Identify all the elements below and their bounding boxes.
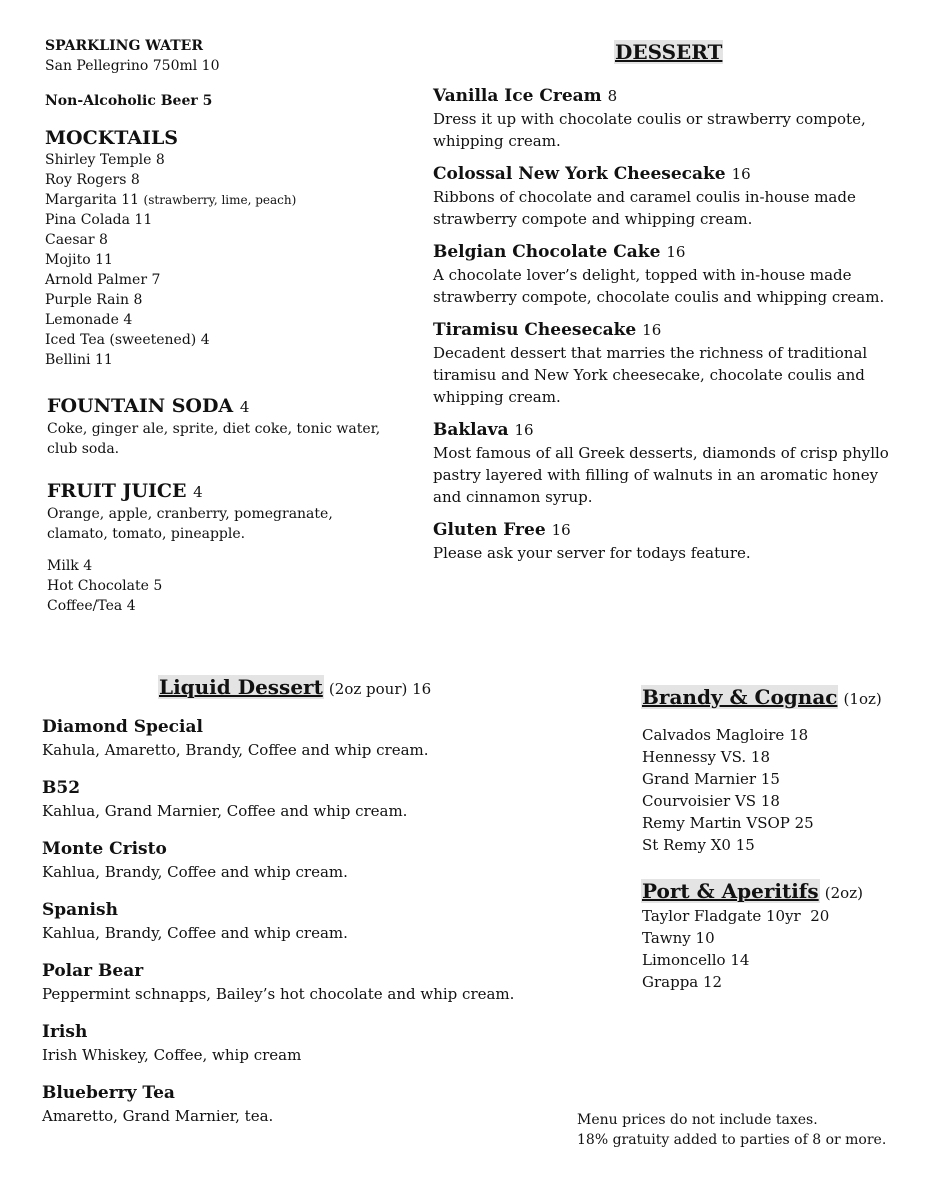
mocktail-name: Caesar 8 <box>45 232 108 248</box>
mocktail-name: Iced Tea (sweetened) 4 <box>45 332 210 348</box>
mocktail-item <box>45 150 296 170</box>
dessert-item-title <box>433 240 889 264</box>
brandy-cognac-pour: (1oz) <box>843 690 882 708</box>
liquid-dessert-item-name: B52 <box>42 778 81 798</box>
mocktail-name: Roy Rogers 8 <box>45 172 140 188</box>
brandy-cognac-item: Courvoisier VS 18 <box>642 792 780 810</box>
dessert-item-desc-line: pastry layered with filling of walnuts in an aromatic honey <box>433 466 879 484</box>
port-aperitifs-heading: Port & Aperitifs <box>642 879 819 903</box>
mocktail-note: (strawberry, lime, peach) <box>143 193 297 207</box>
other-drinks-list <box>47 556 162 616</box>
dessert-item-title <box>433 84 889 108</box>
mocktails-heading: MOCKTAILS <box>45 127 179 149</box>
mocktail-item <box>45 210 296 230</box>
fruit-juice-section <box>47 479 333 544</box>
liquid-dessert-pour: (2oz pour) 16 <box>328 680 432 698</box>
mocktail-name: Lemonade 4 <box>45 312 133 328</box>
dessert-item-price: 16 <box>731 165 751 183</box>
dessert-item <box>433 162 889 230</box>
dessert-item-price: 16 <box>514 421 534 439</box>
dessert-item-name: Gluten Free <box>433 520 546 540</box>
mocktail-item <box>45 290 296 310</box>
liquid-dessert-item <box>42 959 514 1005</box>
dessert-item-title <box>433 318 889 342</box>
dessert-item-desc-line: whipping cream. <box>433 132 561 150</box>
brandy-cognac-item: Remy Martin VSOP 25 <box>642 814 814 832</box>
mocktail-name: Shirley Temple 8 <box>45 152 165 168</box>
liquid-dessert-item-name: Blueberry Tea <box>42 1083 175 1103</box>
dessert-item-title <box>433 418 889 442</box>
fruit-juice-desc-line: Orange, apple, cranberry, pomegranate, <box>47 506 333 522</box>
dessert-item-desc-line: strawberry compote and whipping cream. <box>433 210 753 228</box>
brandy-cognac-list <box>642 724 814 856</box>
sparkling-water-section <box>45 36 220 76</box>
brandy-heading-wrap <box>641 685 882 709</box>
port-aperitifs-item: Grappa 12 <box>642 973 723 991</box>
brandy-cognac-heading: Brandy & Cognac <box>642 685 838 709</box>
port-aperitifs-list <box>642 905 829 993</box>
mocktail-item <box>45 350 296 370</box>
dessert-item-desc-line: Ribbons of chocolate and caramel coulis in-house made <box>433 188 856 206</box>
brandy-cognac-item: St Remy X0 15 <box>642 836 755 854</box>
other-drink-item: Hot Chocolate 5 <box>47 578 163 594</box>
dessert-item-desc-line: Dress it up with chocolate coulis or strawberry compote, <box>433 110 866 128</box>
port-aperitifs-pour: (2oz) <box>824 884 863 902</box>
fountain-soda-price: 4 <box>239 398 250 416</box>
liquid-dessert-item-desc: Amaretto, Grand Marnier, tea. <box>42 1107 274 1125</box>
liquid-dessert-item <box>42 898 514 944</box>
brandy-cognac-item: Calvados Magloire 18 <box>642 726 809 744</box>
brandy-cognac-item: Grand Marnier 15 <box>642 770 780 788</box>
mocktails-list <box>45 150 296 370</box>
liquid-dessert-item-desc: Kahlua, Grand Marnier, Coffee and whip cream. <box>42 802 408 820</box>
dessert-item-name: Tiramisu Cheesecake <box>433 320 637 340</box>
dessert-item-desc-line: tiramisu and New York cheesecake, chocolate coulis and <box>433 366 865 384</box>
liquid-dessert-item <box>42 1081 514 1127</box>
liquid-dessert-item-name: Spanish <box>42 900 118 920</box>
liquid-dessert-item-desc: Peppermint schnapps, Bailey’s hot chocolate and whip cream. <box>42 985 515 1003</box>
dessert-item-desc-line: Please ask your server for todays feature. <box>433 544 751 562</box>
footer-note <box>577 1110 886 1150</box>
liquid-dessert-item <box>42 1020 514 1066</box>
mocktail-item <box>45 310 296 330</box>
liquid-dessert-item <box>42 837 514 883</box>
mocktail-item <box>45 190 296 210</box>
liquid-dessert-item <box>42 715 514 761</box>
mocktail-name: Margarita 11 <box>45 192 140 208</box>
liquid-dessert-item <box>42 776 514 822</box>
dessert-item-desc-line: and cinnamon syrup. <box>433 488 593 506</box>
mocktail-name: Mojito 11 <box>45 252 113 268</box>
dessert-item-price: 16 <box>666 243 686 261</box>
dessert-item <box>433 84 889 152</box>
dessert-item-name: Baklava <box>433 420 509 440</box>
sparkling-water-item: San Pellegrino 750ml 10 <box>45 58 220 74</box>
liquid-dessert-item-desc: Kahlua, Brandy, Coffee and whip cream. <box>42 863 348 881</box>
other-drink-item: Coffee/Tea 4 <box>47 598 136 614</box>
port-heading-wrap <box>641 879 863 903</box>
mocktail-name: Arnold Palmer 7 <box>45 272 161 288</box>
non-alcoholic-beer: Non-Alcoholic Beer 5 <box>45 93 213 109</box>
liquid-dessert-item-desc: Kahlua, Brandy, Coffee and whip cream. <box>42 924 348 942</box>
sparkling-water-heading: SPARKLING WATER <box>45 38 203 54</box>
fountain-soda-desc-line: Coke, ginger ale, sprite, diet coke, tonic water, <box>47 421 381 437</box>
port-aperitifs-item: Limoncello 14 <box>642 951 750 969</box>
dessert-item-name: Vanilla Ice Cream <box>433 86 602 106</box>
dessert-item-desc-line: whipping cream. <box>433 388 561 406</box>
mocktail-name: Purple Rain 8 <box>45 292 143 308</box>
liquid-dessert-item-name: Diamond Special <box>42 717 203 737</box>
other-drink-item: Milk 4 <box>47 558 93 574</box>
dessert-item-price: 8 <box>607 87 618 105</box>
port-aperitifs-item: Taylor Fladgate 10yr 20 <box>642 907 830 925</box>
brandy-cognac-item: Hennessy VS. 18 <box>642 748 770 766</box>
dessert-item <box>433 240 889 308</box>
dessert-item-desc-line: strawberry compote, chocolate coulis and whipping cream. <box>433 288 885 306</box>
dessert-item-name: Belgian Chocolate Cake <box>433 242 661 262</box>
mocktail-item <box>45 230 296 250</box>
footer-line: Menu prices do not include taxes. <box>577 1112 818 1128</box>
mocktail-name: Bellini 11 <box>45 352 113 368</box>
port-aperitifs-item: Tawny 10 <box>642 929 715 947</box>
mocktail-item <box>45 330 296 350</box>
fruit-juice-price: 4 <box>193 483 203 501</box>
liquid-dessert-list <box>42 715 514 1142</box>
dessert-item-desc-line: Most famous of all Greek desserts, diamonds of crisp phyllo <box>433 444 889 462</box>
liquid-dessert-item-name: Irish <box>42 1022 88 1042</box>
fruit-juice-heading: FRUIT JUICE <box>47 480 187 502</box>
dessert-heading-wrap <box>614 40 723 64</box>
dessert-heading: DESSERT <box>615 40 723 64</box>
mocktails-section <box>45 126 296 370</box>
dessert-item-price: 16 <box>642 321 662 339</box>
dessert-item-title <box>433 162 889 186</box>
mocktail-item <box>45 270 296 290</box>
dessert-list <box>433 84 889 574</box>
mocktail-name: Pina Colada 11 <box>45 212 153 228</box>
liquid-dessert-item-desc: Irish Whiskey, Coffee, whip cream <box>42 1046 302 1064</box>
dessert-item-name: Colossal New York Cheesecake <box>433 164 726 184</box>
liquid-dessert-heading-wrap <box>158 675 431 699</box>
mocktail-item <box>45 170 296 190</box>
liquid-dessert-item-name: Monte Cristo <box>42 839 167 859</box>
dessert-item-price: 16 <box>551 521 571 539</box>
dessert-item <box>433 318 889 408</box>
fountain-soda-desc-line: club soda. <box>47 441 120 457</box>
dessert-item-desc-line: A chocolate lover’s delight, topped with in-house made <box>433 266 852 284</box>
dessert-item <box>433 418 889 508</box>
dessert-item-desc-line: Decadent dessert that marries the richness of traditional <box>433 344 868 362</box>
fountain-soda-section <box>47 394 380 459</box>
liquid-dessert-item-name: Polar Bear <box>42 961 144 981</box>
mocktail-item <box>45 250 296 270</box>
fountain-soda-heading: FOUNTAIN SODA <box>47 395 234 417</box>
dessert-item <box>433 518 889 564</box>
fruit-juice-desc-line: clamato, tomato, pineapple. <box>47 526 246 542</box>
liquid-dessert-item-desc: Kahula, Amaretto, Brandy, Coffee and whip cream. <box>42 741 429 759</box>
liquid-dessert-heading: Liquid Dessert <box>159 675 323 699</box>
dessert-item-title <box>433 518 889 542</box>
footer-line: 18% gratuity added to parties of 8 or more. <box>577 1132 887 1148</box>
